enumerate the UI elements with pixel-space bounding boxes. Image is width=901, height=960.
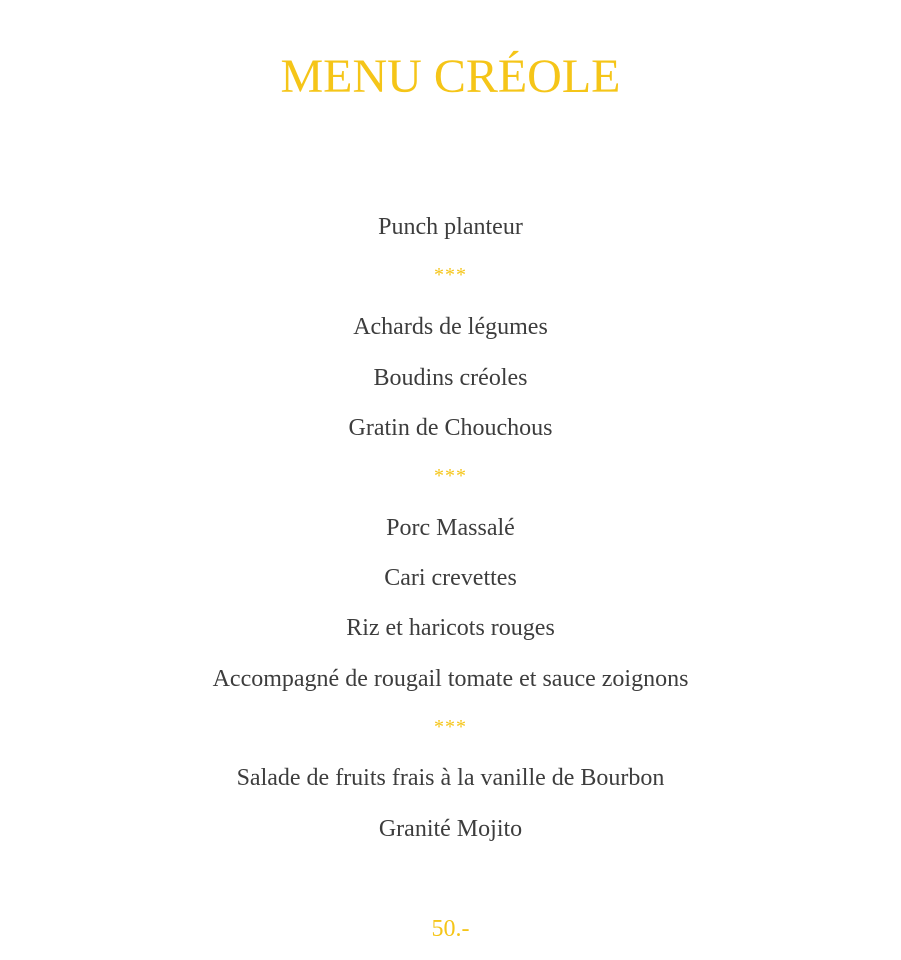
menu-item-dessert: Salade de fruits frais à la vanille de Bourbon xyxy=(236,765,665,791)
course-separator: *** xyxy=(434,716,467,738)
menu-item-starter: Gratin de Chouchous xyxy=(348,415,553,441)
menu-item-aperitif: Punch planteur xyxy=(378,214,523,240)
menu-item-main-accompaniment: Accompagné de rougail tomate et sauce zoignons xyxy=(212,666,689,692)
menu-item-main: Porc Massalé xyxy=(386,515,515,541)
menu-item-main: Riz et haricots rouges xyxy=(346,615,555,641)
menu-item-dessert: Granité Mojito xyxy=(378,816,523,842)
menu-title: MENU CRÉOLE xyxy=(280,50,621,103)
menu-price: 50.- xyxy=(431,916,470,942)
menu-item-starter: Achards de légumes xyxy=(353,314,548,340)
course-separator: *** xyxy=(434,465,467,487)
course-separator: *** xyxy=(434,264,467,286)
menu-item-main: Cari crevettes xyxy=(384,565,517,591)
menu-item-starter: Boudins créoles xyxy=(373,365,528,391)
